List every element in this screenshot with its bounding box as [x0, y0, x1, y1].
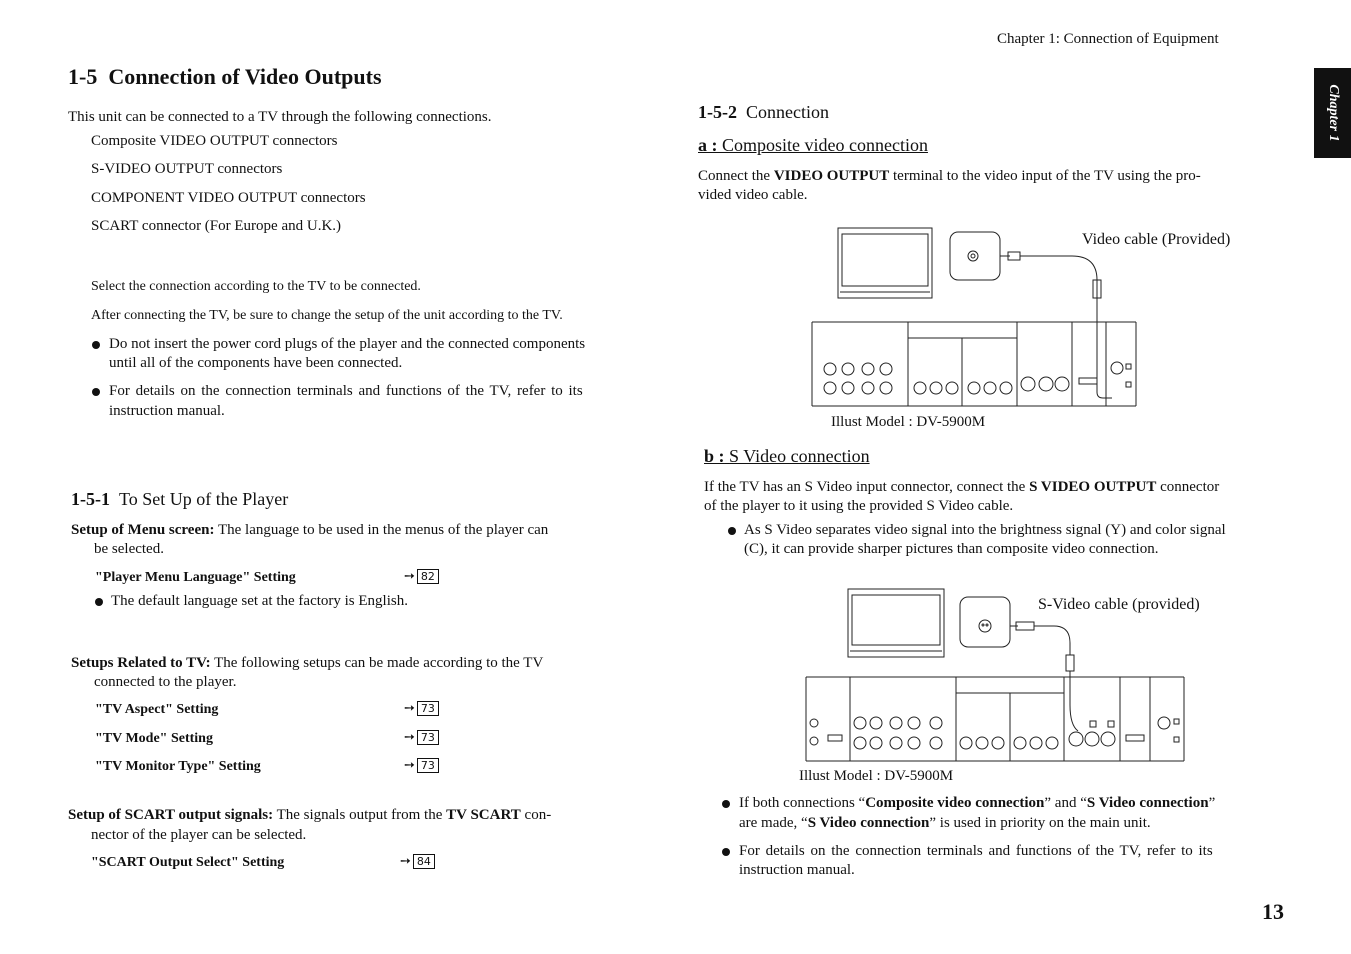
composite-desc-a: Connect the [698, 168, 771, 184]
arrow-icon: ➙ [404, 758, 415, 773]
scart-desc2: nector of the player can be selected. [91, 827, 307, 843]
subsection-number: 1-5-1 [71, 489, 110, 509]
composite-desc-c: terminal to the video input of the TV using the pro- [893, 168, 1201, 184]
svideo-desc-b: S VIDEO OUTPUT [1029, 479, 1157, 495]
svideo-desc [704, 478, 1219, 497]
subsection-text: Connection [746, 102, 829, 122]
chapter-tab-label: Chapter 1 [1325, 84, 1341, 142]
bullet-line: For details on the connection terminals and functions of the TV, refer to its [739, 843, 1213, 859]
bullet-line: (C), it can provide sharper pictures than composite video connection. [744, 541, 1159, 557]
bullet-line: instruction manual. [739, 862, 855, 878]
tv-setup-desc: The following setups can be made according to the TV [214, 655, 544, 671]
menu-setup-desc: The language to be used in the menus of the player can [217, 522, 549, 538]
tv-mode-setting: "TV Mode" Setting [95, 731, 213, 746]
book-ref-icon: 73 [417, 758, 439, 773]
svideo-key: b : [704, 446, 725, 466]
composite-desc2: vided video cable. [698, 187, 808, 203]
bullet-icon [722, 800, 730, 808]
composite-connection-diagram [810, 222, 1150, 412]
priority-note2-c: ” is used in priority on the main unit. [929, 815, 1151, 831]
after-text: After connecting the TV, be sure to change the setup of the unit according to the TV. [91, 308, 563, 323]
svideo-cable-label: S-Video cable (provided) [1038, 596, 1200, 613]
priority-note2-a: are made, “ [739, 815, 808, 831]
bullet-line: As S Video separates video signal into the brightness signal (Y) and color signal [744, 522, 1226, 538]
menu-setup-label: Setup of Menu screen: [71, 522, 215, 538]
player-menu-language-setting: "Player Menu Language" Setting [95, 570, 296, 585]
priority-note-b: Composite video connection [865, 795, 1045, 811]
menu-setup-text [71, 521, 548, 540]
menu-setup-desc2: be selected. [94, 541, 164, 557]
scart-setup-label: Setup of SCART output signals: [68, 807, 274, 823]
book-ref-icon: 84 [413, 854, 435, 869]
subsection-text: To Set Up of the Player [119, 489, 289, 509]
default-language-note: The default language set at the factory is English. [111, 593, 408, 609]
page-ref[interactable] [404, 758, 439, 773]
bullet-line: For details on the connection terminals and functions of the TV, refer to its [109, 383, 583, 399]
book-ref-icon: 73 [417, 701, 439, 716]
scart-setup-text [68, 806, 551, 825]
arrow-icon: ➙ [404, 701, 415, 716]
composite-heading [698, 135, 928, 156]
tv-icon [848, 589, 944, 657]
priority-note-a: If both connections “ [739, 795, 866, 811]
priority-note-e: ” [1208, 795, 1216, 811]
tv-monitor-type-setting: "TV Monitor Type" Setting [95, 759, 261, 774]
arrow-icon: ➙ [400, 854, 411, 869]
priority-note-line2 [739, 814, 1151, 833]
connection-item: COMPONENT VIDEO OUTPUT connectors [91, 190, 366, 206]
composite-desc-b: VIDEO OUTPUT [773, 168, 890, 184]
tv-icon [838, 228, 932, 298]
page-ref[interactable] [400, 854, 435, 869]
bullet-line: instruction manual. [109, 403, 225, 419]
connection-item: S-VIDEO OUTPUT connectors [91, 161, 283, 177]
intro-text: This unit can be connected to a TV through the following connections. [68, 109, 492, 125]
bullet-icon [728, 527, 736, 535]
connection-item: SCART connector (For Europe and U.K.) [91, 218, 342, 234]
bullet-icon [92, 388, 100, 396]
video-cable-label: Video cable (Provided) [1082, 231, 1231, 248]
tv-setup-label: Setups Related to TV: [71, 655, 211, 671]
subsection-title [71, 489, 288, 510]
svideo-desc2: of the player to it using the provided S Video cable. [704, 498, 1014, 514]
subsection-title [698, 102, 829, 123]
section-title-text: Connection of Video Outputs [108, 64, 382, 89]
tv-setup-desc2: connected to the player. [94, 674, 237, 690]
bullet-icon [722, 848, 730, 856]
section-number: 1-5 [68, 64, 98, 89]
subsection-number: 1-5-2 [698, 102, 737, 122]
svideo-heading [704, 446, 870, 467]
tv-setup-text [71, 654, 543, 673]
composite-heading-text: Composite video connection [722, 135, 928, 155]
scart-desc-a: The signals output from the [276, 807, 443, 823]
page-number: 13 [1262, 899, 1284, 924]
bullet-icon [92, 341, 100, 349]
scart-output-select-setting: "SCART Output Select" Setting [91, 855, 285, 870]
svideo-heading-text: S Video connection [729, 446, 870, 466]
figure-caption: Illust Model : DV-5900M [799, 768, 954, 784]
page-ref[interactable] [404, 730, 439, 745]
bullet-icon [95, 598, 103, 606]
select-text: Select the connection according to the TV to be connected. [91, 279, 421, 294]
svideo-desc-c: connector [1160, 479, 1220, 495]
priority-note [739, 794, 1215, 813]
figure-caption: Illust Model : DV-5900M [831, 414, 986, 430]
book-ref-icon: 73 [417, 730, 439, 745]
priority-note-d: S Video connection [1086, 795, 1209, 811]
scart-desc-b: TV SCART [446, 807, 521, 823]
priority-note2-b: S Video connection [807, 815, 930, 831]
arrow-icon: ➙ [404, 730, 415, 745]
scart-desc-c: con- [524, 807, 552, 823]
tv-aspect-setting: "TV Aspect" Setting [95, 702, 219, 717]
section-title [68, 64, 382, 90]
arrow-icon: ➙ [404, 569, 415, 584]
page-ref[interactable] [404, 701, 439, 716]
bullet-line: until all of the components have been connected. [109, 355, 403, 371]
chapter-tab [1314, 68, 1351, 158]
connection-item: Composite VIDEO OUTPUT connectors [91, 133, 338, 149]
book-ref-icon: 82 [417, 569, 439, 584]
svideo-desc-a: If the TV has an S Video input connector, connect the [704, 479, 1026, 495]
priority-note-c: ” and “ [1044, 795, 1087, 811]
bullet-line: Do not insert the power cord plugs of the player and the connected components [109, 336, 586, 352]
running-header: Chapter 1: Connection of Equipment [997, 31, 1219, 47]
composite-key: a : [698, 135, 718, 155]
page-ref[interactable] [404, 569, 439, 584]
composite-desc [698, 167, 1201, 186]
